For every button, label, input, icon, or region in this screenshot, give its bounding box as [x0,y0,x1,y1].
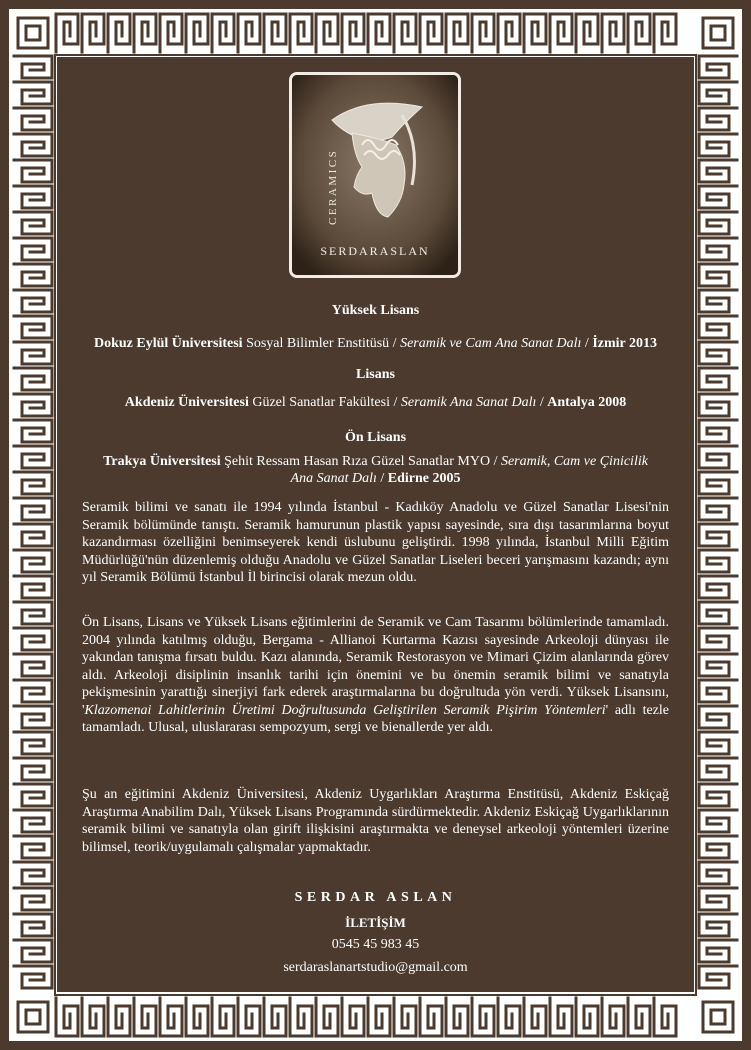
associate-department-2: Ana Sanat Dalı [290,471,377,486]
associate-line-1 [57,453,694,470]
masters-school: Dokuz Eylül Üniversitesi [93,336,243,351]
bachelor-place: Antalya 2008 [547,395,627,410]
contact-phone: 0545 45 983 45 [331,937,420,952]
masters-sep: / [581,336,593,351]
logo-vertical-text: CERAMICS [327,148,339,225]
bio-paragraph-2 [82,614,669,737]
bachelor-school: Akdeniz Üniversitesi [124,395,249,410]
contact-heading: İLETİŞİM [345,915,406,930]
masters-place: İzmir 2013 [592,336,657,351]
associate-place: Edirne 2005 [387,471,461,486]
associate-heading: Ön Lisans [344,430,407,445]
bio-paragraph-1: Seramik bilimi ve sanatı ile 1994 yılında İstanbul - Kadıköy Anadolu ve Güzel Sanatlar Lisesi'nin Seramik bölümünde tanıştı. Seramik hamurunun plastik yapısı sayesinde, sıra dışı tasarımlarına boyut kazandırması özelliğini benimseyerek kendi üslubunu geliştirdi. 1998 yılında, İstanbul Milli Eğitim Müdürlüğü'nün düzenlemiş olduğu Anadolu ve Güzel Sanatlar Liseleri beceri yarışmasını kazandı; aynı yıl Seramik Bölümü İstanbul İl birincisi olarak mezun oldu. [82,500,669,585]
associate-faculty: Şehit Ressam Hasan Rıza Güzel Sanatlar MYO / [220,454,501,469]
masters-faculty: Sosyal Bilimler Enstitüsü / [242,336,401,351]
associate-sep: / [376,471,388,486]
masters-line [57,335,694,352]
bachelor-heading: Lisans [356,367,395,382]
logo-bottom-text: SERDARASLAN [320,244,430,258]
bachelor-department: Seramik Ana Sanat Dalı [400,395,537,410]
associate-line-2 [57,470,694,487]
contact-email: serdaraslanartstudio@gmail.com [283,960,468,975]
bachelor-sep: / [536,395,548,410]
content-panel [57,57,694,992]
contact-name: SERDAR ASLAN [294,890,457,905]
bio-thesis-title: Klazomenai Lahitlerinin Üretimi Doğrultusunda Geliştirilen Seramik Pişirim Yöntemleri [84,702,606,718]
bachelor-faculty: Güzel Sanatlar Fakültesi / [248,395,401,410]
bio-p2-part1: Ön Lisans, Lisans ve Yüksek Lisans eğitimlerini de Seramik ve Cam Tasarımı bölümlerinde tamamladı. 2004 yılında katılmış olduğu, Bergama - Allianoi Kurtarma Kazısı sayesinde Arkeoloji dünyası ile yakından tanışma fırsatı buldu. Kazı alanında, Seramik Restorasyon ve Mimari Çizim alanlarında görev aldı. Arkeoloji disiplinin insanlık tarihi için önemini ve bu önemin seramik bilimi ve sanatıyla pekişmesinin yarattığı sinerjiyi fark ederek araştırmalarına bu doğrultuda yön verdi. Yüksek Lisansını, ' [82,615,669,718]
bachelor-line [57,394,694,411]
bio-paragraph-3: Şu an eğitimini Akdeniz Üniversitesi, Akdeniz Uygarlıkları Araştırma Enstitüsü, Akdeniz Eskiçağ Araştırma Anabilim Dalı, Yüksek Lisans Programında sürdürmektedir. Akdeniz Eskiçağ Uygarlıklarının seramik bilimi ve sanatıyla olan girift ilişkisini araştırmakta ve deneysel arkeoloji yöntemleri üzerine bilimsel, teorik/uygulamalı çalışmalar yapmaktadır. [82,787,669,855]
associate-department-1: Seramik, Cam ve Çinicilik [500,454,648,469]
helmet-illustration-icon [292,75,458,275]
associate-school: Trakya Üniversitesi [103,454,221,469]
ceramics-logo [289,72,461,278]
masters-department: Seramik ve Cam Ana Sanat Dalı [400,336,582,351]
masters-heading: Yüksek Lisans [331,303,420,318]
bio-p2-part2: ' adlı tezle tamamladı. Ulusal, uluslararası sempozyum, sergi ve bienallerde yer aldı. [82,702,669,735]
